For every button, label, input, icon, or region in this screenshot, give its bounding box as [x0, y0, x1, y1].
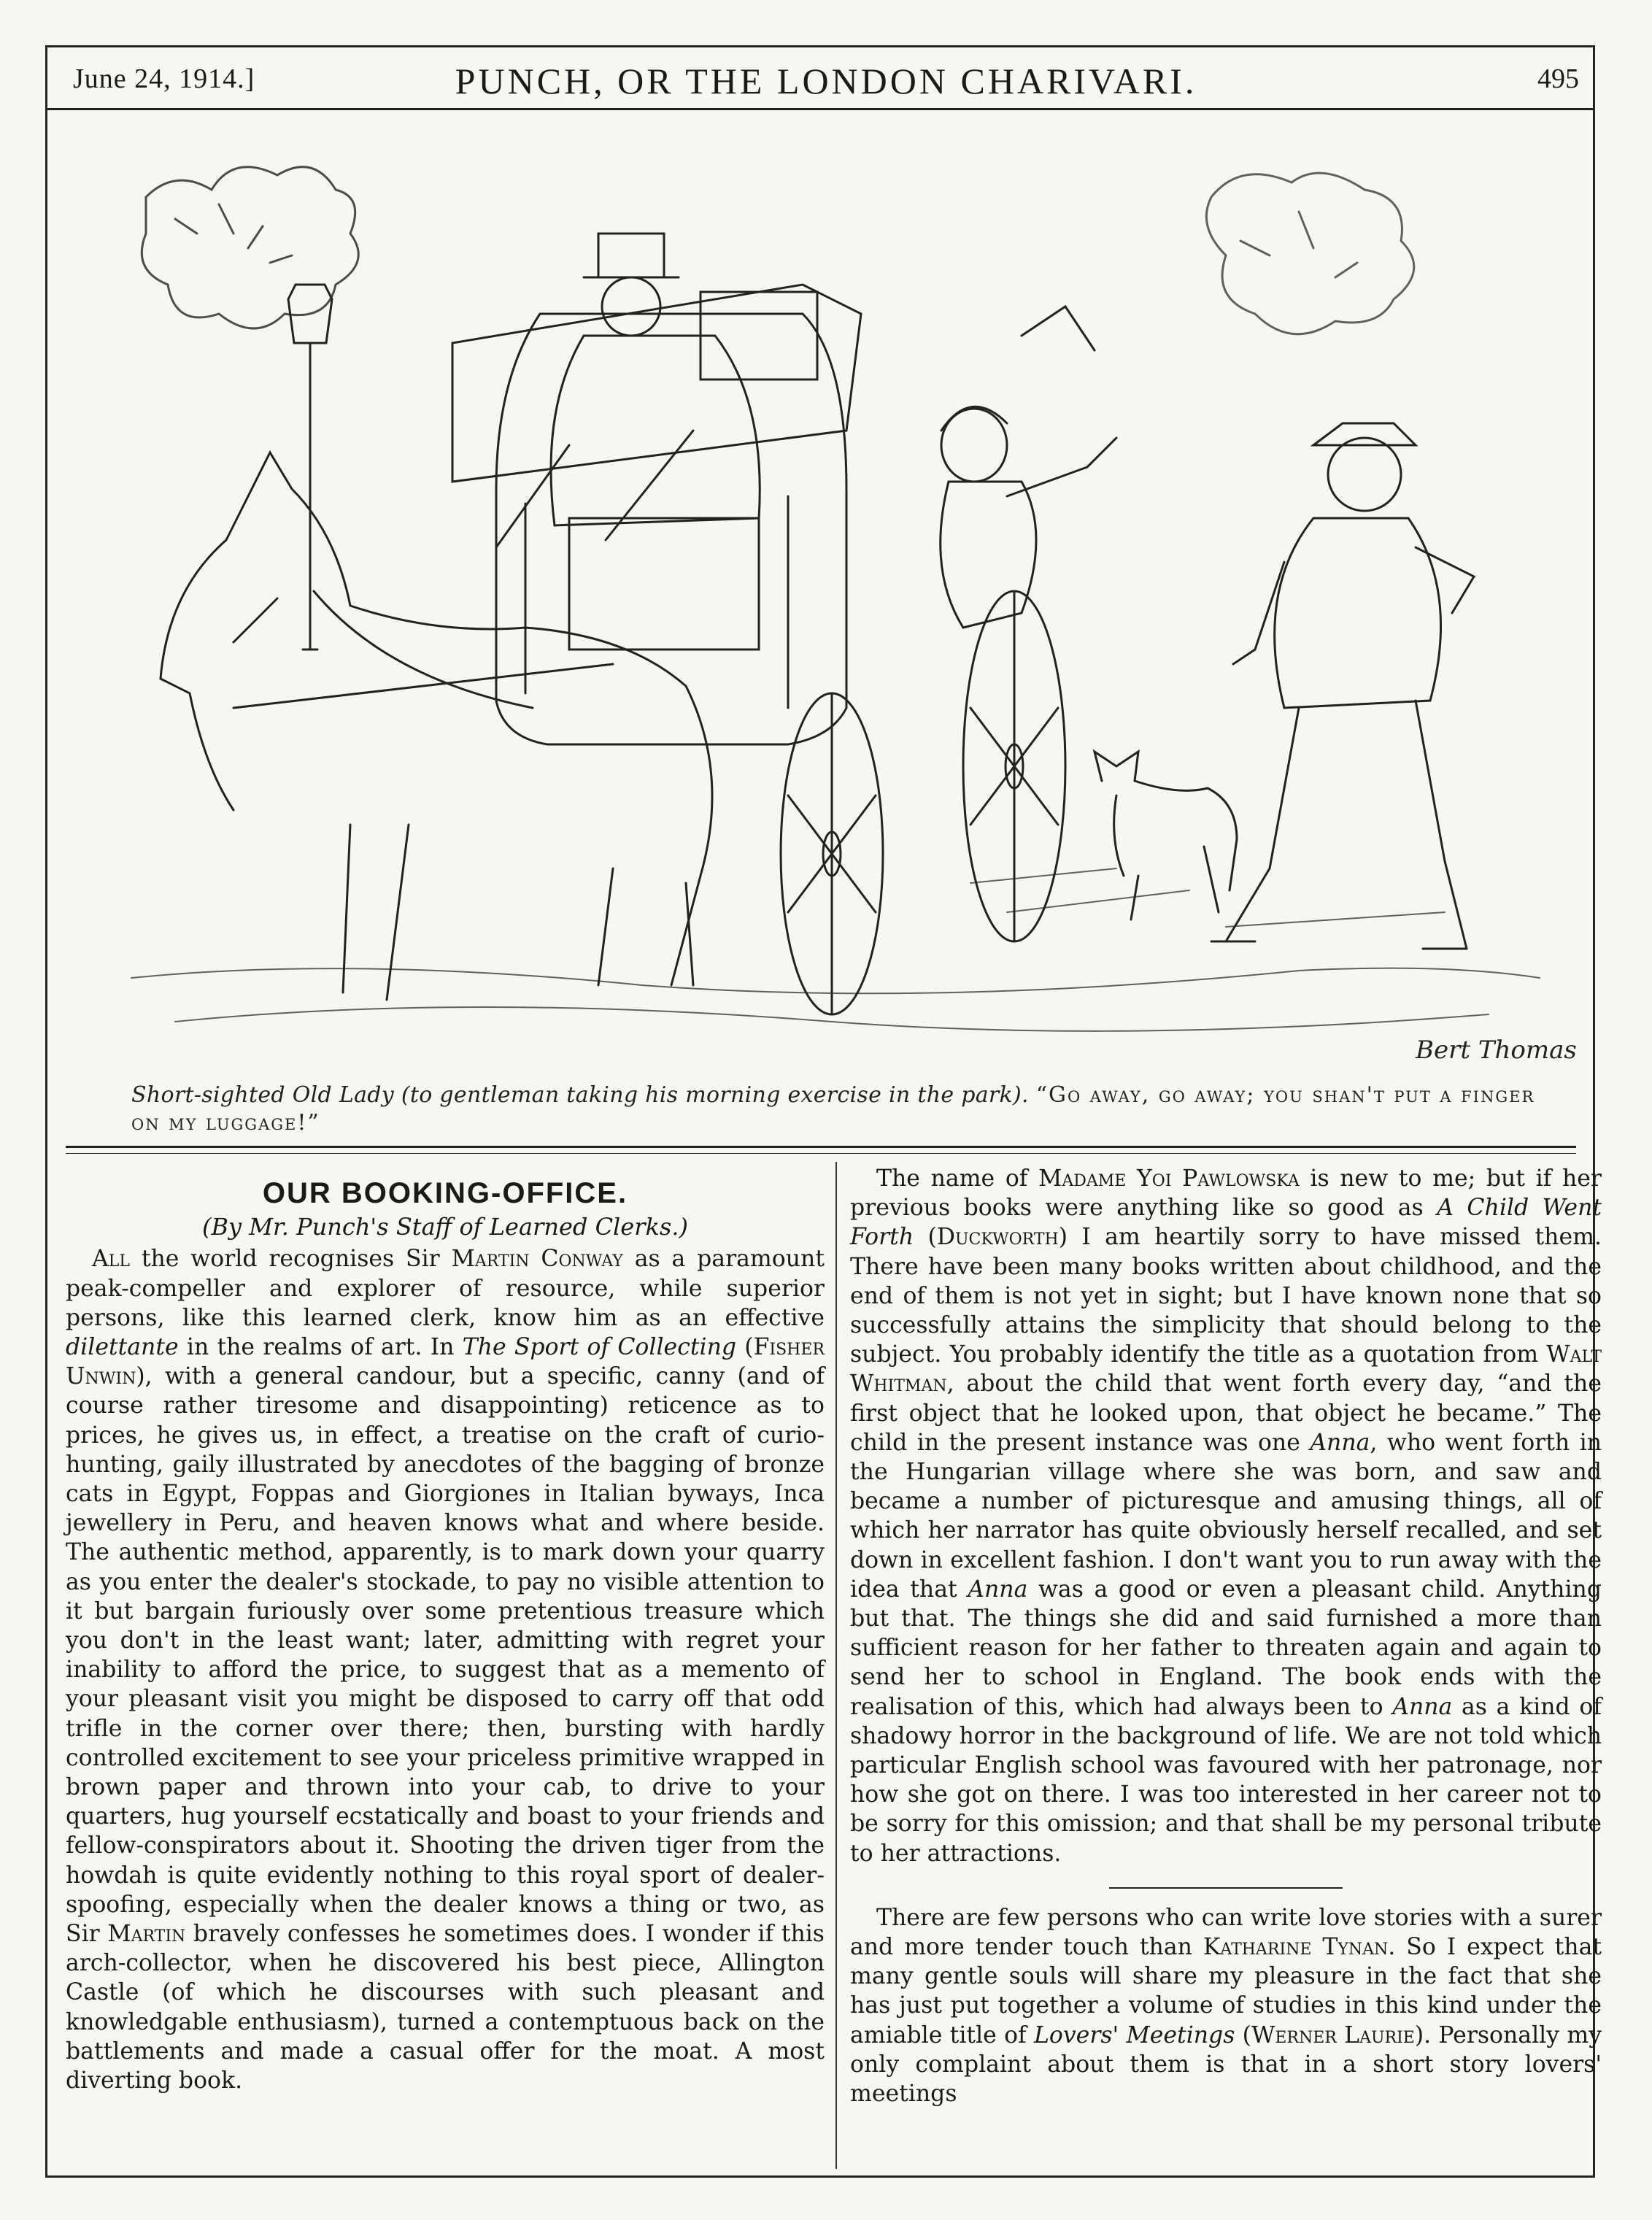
column-divider: [835, 1162, 837, 2169]
horse-figure: [161, 452, 712, 1000]
dog-figure: [1095, 752, 1237, 920]
small-caps-name: Duckworth: [936, 1224, 1059, 1251]
review-separator-rule: [1109, 1887, 1343, 1889]
artist-signature: Bert Thomas: [1416, 1036, 1577, 1065]
caption-quote: “Go away, go away; you shan't put a finger on my luggage!”: [131, 1082, 1535, 1136]
text-run: was a good or even a pleasant child. Anything but that. The things she did and said furnished a more than sufficient reason for her father to threaten again and again to send her to school in England. The book ends with the realisation of this, which had always been to: [850, 1576, 1602, 1720]
right-column: [850, 1164, 1602, 2108]
text-run: as a kind of shadowy horror in the background of life. We are not told which particular English school was favoured with her patronage, nor how she got on there. I was too interested in her career not to be sorry for this omission; and that shall be my personal tribute to her attractions.: [850, 1693, 1602, 1867]
text-run: (: [1235, 2021, 1251, 2049]
section-rule-thin: [66, 1153, 1576, 1154]
header-rule: [45, 108, 1595, 110]
cab-wheel-right: [963, 591, 1065, 941]
header-date: June 24, 1914.]: [73, 63, 255, 94]
review-paragraph-pawlowska: [850, 1164, 1602, 1868]
text-run: . So I expect that many gentle souls will share my pleasure in the fact that she has just put together a volume of studies in this kind under the amiable title of: [850, 1934, 1602, 2049]
small-caps-name: Martin Conway: [451, 1246, 623, 1273]
italic-text: dilettante: [66, 1334, 179, 1361]
tree-foliage-left: [142, 167, 358, 328]
header-title: PUNCH, OR THE LONDON CHARIVARI.: [455, 61, 1197, 101]
old-lady-figure: [941, 406, 1116, 628]
italic-text: Anna: [1392, 1693, 1453, 1720]
cabman-figure: [496, 234, 760, 547]
italic-text: A Child Went Forth: [850, 1195, 1602, 1251]
text-run: , who went forth in the Hungarian village where she was born, and saw and became a number of picturesque and amusing things, all of which her narrator has quite obviously herself recalled, and set down in excellent fashion. I don't want you to run away with the idea that: [850, 1429, 1602, 1603]
header-page-number: 495: [1537, 63, 1579, 94]
text-run: is new to me; but if her previous books were anything like so good as: [850, 1165, 1602, 1222]
gentleman-runner-figure: [1211, 423, 1474, 949]
small-caps-name: Werner Laurie: [1251, 2021, 1415, 2049]
caption-speaker: Short-sighted Old Lady (to gentleman taking his morning exercise in the park).: [131, 1082, 1029, 1108]
tree-foliage-right: [1206, 173, 1413, 334]
text-run: ). Personally my only complaint about them is that in a short story lovers' meetings: [850, 2021, 1602, 2108]
lamp-post: [288, 285, 332, 650]
review-paragraph-conway: [66, 1244, 825, 2095]
cartoon-caption: [131, 1082, 1562, 1137]
text-run: (: [736, 1334, 754, 1361]
italic-text: The Sport of Collecting: [462, 1334, 737, 1361]
review-paragraph-tynan: [850, 1903, 1602, 2108]
text-run: ), with a general candour, but a specific, canny (and of course rather tiresome and disappointing) reticence as to prices, he gives us, in effect, a treatise on the craft of curio-hunting, gaily illustrated by anecdotes of the bagging of bronze cats in Egypt, Foppas and Giorgiones in Italian byways, Inca jewellery in Peru, and heaven knows what and where beside. The authentic method, apparently, is to mark down your quarry as you enter the dealer's stockade, to pay no visible attention to it but bargain furiously over some pretentious treasure which you don't in the least want; later, admitting with regret your inability to afford the price, to suggest that as a memento of your pleasant visit you might be disposed to carry off that odd trifle in the corner over there; then, bursting with hardly controlled excitement to see your priceless primitive wrapped in brown paper and thrown into your cab, to drive to your quarters, hug yourself ecstatically and boast to your friends and fellow-conspirators about it. Shooting the driven tiger from the howdah is quite evidently nothing to this royal sport of dealer-spoofing, especially when the dealer knows a thing or two, as Sir: [66, 1363, 825, 1948]
text-run: as a paramount peak-compeller and explorer of resource, while superior persons, like this learned clerk, know him as an effective: [66, 1246, 825, 1331]
page-header: [73, 60, 1579, 104]
small-caps-name: Martin: [107, 1921, 186, 1948]
text-run: bravely confesses he sometimes does. I wonder if this arch-collector, when he discovered his best piece, Allington Castle (of which he discourses with such pleasant and knowledgable enthusiasm), turned a contemptuous back on the battlements and made a casual offer for the moat. A most diverting book.: [66, 1921, 825, 2094]
small-caps-name: Walt Whitman: [850, 1341, 1602, 1398]
cab-carriage: [452, 285, 1095, 744]
ground-hatching: [131, 868, 1540, 1031]
small-caps-name: Madame Yoi Pawlowska: [1038, 1165, 1300, 1192]
text-run: There are few persons who can write love stories with a surer and more tender touch than: [850, 1904, 1602, 1961]
italic-text: Anna: [1310, 1429, 1370, 1456]
cab-wheel-left: [781, 693, 883, 1014]
article-byline: (By Mr. Punch's Staff of Learned Clerks.): [202, 1213, 688, 1241]
small-caps-name: Fisher Unwin: [66, 1334, 825, 1390]
text-run: the world recognises Sir: [129, 1246, 452, 1273]
italic-text: Anna: [968, 1576, 1028, 1603]
text-run: in the realms of art. In: [178, 1334, 463, 1361]
article-title: OUR BOOKING-OFFICE.: [262, 1177, 628, 1209]
small-caps-name: Katharine Tynan: [1203, 1934, 1389, 1961]
text-run: (: [914, 1224, 937, 1251]
left-column: [66, 1164, 825, 2095]
cartoon-illustration: [131, 153, 1577, 1073]
italic-text: Lovers' Meetings: [1034, 2021, 1235, 2049]
text-run: , about the child that went forth every day, “and the first object that he looked upon, that object he became.” The child in the present instance was one: [850, 1371, 1602, 1456]
small-caps-name: All: [92, 1246, 130, 1273]
text-run: The name of: [876, 1165, 1039, 1192]
text-run: ) I am heartily sorry to have missed them. There have been many books written about childhood, and the end of them is not yet in sight; but I have known none that so successfully attains the simplicity that should belong to the subject. You probably identify the title as a quotation from: [850, 1224, 1602, 1368]
section-rule-thick: [66, 1146, 1576, 1148]
